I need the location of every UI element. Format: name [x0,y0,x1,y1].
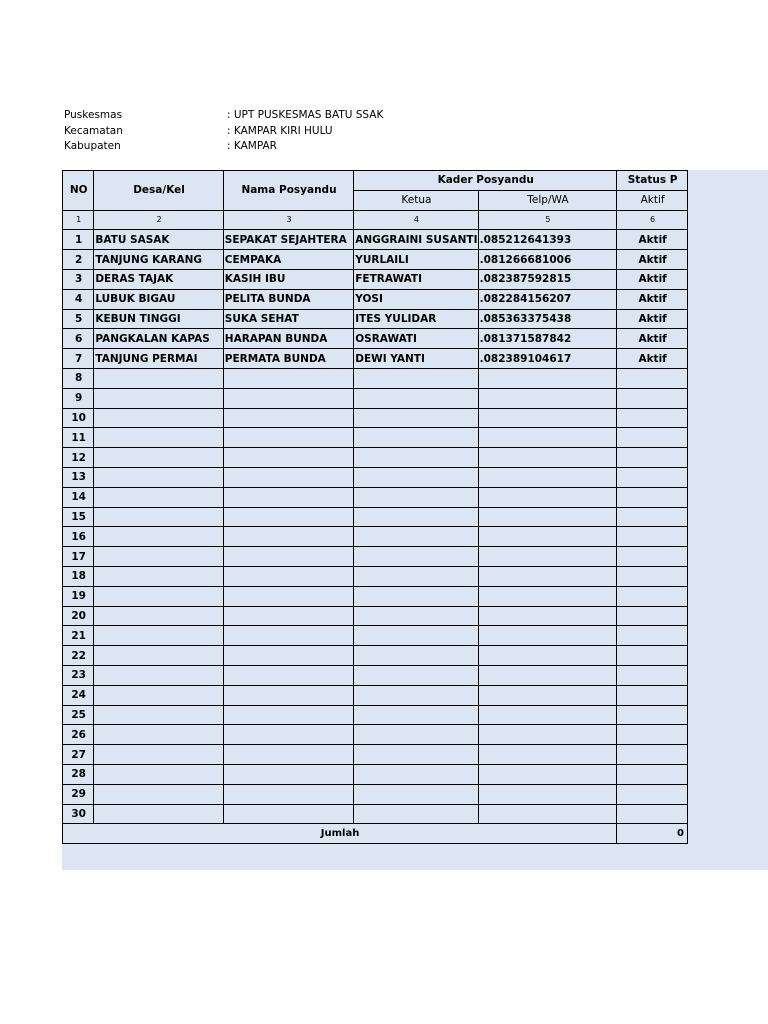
desa-cell [94,665,223,685]
header-telp: Telp/WA [478,190,617,210]
ketua-cell [354,626,478,646]
ketua-cell: ANGGRAINI SUSANTI [354,230,478,250]
desa-cell: TANJUNG KARANG [94,250,223,270]
telp-cell [478,606,617,626]
posyandu-table [62,170,688,844]
posyandu-name-cell [223,527,353,547]
status-cell [617,566,688,586]
status-cell [617,368,688,388]
telp-cell [478,725,617,745]
row-number: 18 [63,566,94,586]
ketua-cell [354,646,478,666]
meta-label: Kabupaten [64,140,121,152]
ketua-cell: OSRAWATI [354,329,478,349]
posyandu-name-cell [223,467,353,487]
table-row [63,487,688,507]
posyandu-name-cell [223,547,353,567]
desa-cell [94,408,223,428]
status-cell [617,428,688,448]
posyandu-name-cell [223,764,353,784]
row-number: 5 [63,309,94,329]
row-number: 2 [63,250,94,270]
row-number: 1 [63,230,94,250]
status-cell [617,725,688,745]
posyandu-name-cell [223,428,353,448]
row-number: 12 [63,448,94,468]
posyandu-name-cell: PELITA BUNDA [223,289,353,309]
status-cell [617,626,688,646]
status-cell [617,408,688,428]
posyandu-name-cell [223,388,353,408]
row-number: 9 [63,388,94,408]
header-kader-posyandu: Kader Posyandu [354,171,617,191]
meta-kecamatan [64,124,383,140]
status-cell [617,665,688,685]
status-cell [617,784,688,804]
telp-cell [478,745,617,765]
status-cell [617,646,688,666]
telp-cell [478,448,617,468]
ketua-cell [354,586,478,606]
row-number: 24 [63,685,94,705]
posyandu-name-cell: SEPAKAT SEJAHTERA [223,230,353,250]
status-cell [617,467,688,487]
table-row [63,230,688,250]
telp-cell [478,764,617,784]
table-row [63,467,688,487]
total-label: Jumlah [63,824,617,844]
posyandu-name-cell [223,448,353,468]
ketua-cell: DEWI YANTI [354,349,478,369]
table-row [63,329,688,349]
telp-cell [478,646,617,666]
desa-cell: TANJUNG PERMAI [94,349,223,369]
telp-cell [478,428,617,448]
row-number: 14 [63,487,94,507]
ketua-cell [354,725,478,745]
desa-cell [94,388,223,408]
ketua-cell [354,784,478,804]
row-number: 4 [63,289,94,309]
table-row [63,448,688,468]
status-cell [617,586,688,606]
status-cell: Aktif [617,269,688,289]
ketua-cell [354,388,478,408]
row-number: 27 [63,745,94,765]
posyandu-name-cell [223,705,353,725]
table-row [63,646,688,666]
desa-cell [94,626,223,646]
telp-cell [478,566,617,586]
desa-cell [94,685,223,705]
desa-cell: KEBUN TINGGI [94,309,223,329]
posyandu-name-cell [223,725,353,745]
column-index-row [63,210,688,230]
table-row [63,349,688,369]
ketua-cell: YURLAILI [354,250,478,270]
column-index: 1 [63,210,94,230]
ketua-cell [354,764,478,784]
total-value: 0 [617,824,688,844]
status-cell: Aktif [617,250,688,270]
telp-cell [478,527,617,547]
desa-cell [94,705,223,725]
spreadsheet-area [62,170,768,870]
ketua-cell: YOSI [354,289,478,309]
table-row [63,725,688,745]
row-number: 29 [63,784,94,804]
table-row [63,388,688,408]
posyandu-name-cell [223,626,353,646]
ketua-cell [354,547,478,567]
meta-value: : KAMPAR [227,140,277,152]
status-cell [617,448,688,468]
table-row [63,764,688,784]
posyandu-name-cell [223,408,353,428]
header-ketua: Ketua [354,190,478,210]
table-row [63,428,688,448]
document-meta [64,108,383,155]
posyandu-name-cell [223,606,353,626]
telp-cell [478,408,617,428]
status-cell [617,547,688,567]
header-status: Status P [617,171,688,191]
desa-cell [94,368,223,388]
posyandu-name-cell: KASIH IBU [223,269,353,289]
ketua-cell [354,606,478,626]
row-number: 7 [63,349,94,369]
posyandu-name-cell [223,646,353,666]
column-index: 3 [223,210,353,230]
status-cell: Aktif [617,349,688,369]
telp-cell [478,467,617,487]
desa-cell: DERAS TAJAK [94,269,223,289]
meta-label: Puskesmas [64,109,123,121]
table-row [63,685,688,705]
posyandu-name-cell: CEMPAKA [223,250,353,270]
table-row [63,507,688,527]
telp-cell [478,804,617,824]
telp-cell: .085212641393 [478,230,617,250]
telp-cell [478,784,617,804]
status-cell [617,685,688,705]
telp-cell: .082387592815 [478,269,617,289]
meta-label: Kecamatan [64,124,123,137]
status-cell: Aktif [617,289,688,309]
column-index: 6 [617,210,688,230]
row-number: 15 [63,507,94,527]
posyandu-name-cell: HARAPAN BUNDA [223,329,353,349]
desa-cell [94,428,223,448]
meta-puskesmas [64,108,383,124]
ketua-cell [354,527,478,547]
row-number: 22 [63,646,94,666]
desa-cell [94,448,223,468]
row-number: 25 [63,705,94,725]
header-aktif: Aktif [617,190,688,210]
row-number: 30 [63,804,94,824]
row-number: 3 [63,269,94,289]
posyandu-name-cell [223,368,353,388]
telp-cell: .081266681006 [478,250,617,270]
status-cell [617,764,688,784]
ketua-cell [354,685,478,705]
row-number: 10 [63,408,94,428]
table-row [63,547,688,567]
table-row [63,566,688,586]
posyandu-name-cell [223,665,353,685]
row-number: 26 [63,725,94,745]
telp-cell [478,507,617,527]
desa-cell: PANGKALAN KAPAS [94,329,223,349]
header-desa: Desa/Kel [94,171,223,211]
telp-cell [478,388,617,408]
table-row [63,745,688,765]
meta-value: : UPT PUSKESMAS BATU SSAK [227,109,384,121]
table-row [63,586,688,606]
row-number: 17 [63,547,94,567]
table-row [63,705,688,725]
desa-cell [94,547,223,567]
meta-value: : KAMPAR KIRI HULU [227,124,333,137]
telp-cell [478,547,617,567]
desa-cell [94,507,223,527]
row-number: 16 [63,527,94,547]
column-index: 4 [354,210,478,230]
table-row [63,606,688,626]
table-row [63,408,688,428]
desa-cell: LUBUK BIGAU [94,289,223,309]
table-row [63,804,688,824]
row-number: 28 [63,764,94,784]
desa-cell [94,804,223,824]
ketua-cell [354,467,478,487]
desa-cell [94,784,223,804]
telp-cell: .082284156207 [478,289,617,309]
status-cell: Aktif [617,329,688,349]
status-cell: Aktif [617,230,688,250]
posyandu-name-cell [223,586,353,606]
header-no: NO [63,171,94,211]
table-row [63,527,688,547]
row-number: 21 [63,626,94,646]
desa-cell [94,764,223,784]
telp-cell: .085363375438 [478,309,617,329]
status-cell [617,606,688,626]
ketua-cell [354,487,478,507]
column-index: 2 [94,210,223,230]
table-row [63,784,688,804]
ketua-cell [354,665,478,685]
posyandu-name-cell [223,685,353,705]
meta-kabupaten [64,139,383,155]
ketua-cell [354,705,478,725]
status-cell [617,487,688,507]
desa-cell [94,467,223,487]
ketua-cell [354,745,478,765]
ketua-cell [354,507,478,527]
desa-cell [94,527,223,547]
ketua-cell: FETRAWATI [354,269,478,289]
row-number: 8 [63,368,94,388]
status-cell [617,388,688,408]
status-cell [617,745,688,765]
ketua-cell [354,428,478,448]
row-number: 23 [63,665,94,685]
ketua-cell: ITES YULIDAR [354,309,478,329]
status-cell [617,705,688,725]
posyandu-name-cell [223,487,353,507]
telp-cell [478,626,617,646]
status-cell [617,507,688,527]
telp-cell [478,705,617,725]
telp-cell: .081371587842 [478,329,617,349]
posyandu-name-cell [223,784,353,804]
status-cell [617,527,688,547]
ketua-cell [354,368,478,388]
telp-cell [478,368,617,388]
desa-cell: BATU SASAK [94,230,223,250]
posyandu-name-cell: SUKA SEHAT [223,309,353,329]
status-cell [617,804,688,824]
telp-cell [478,665,617,685]
telp-cell [478,487,617,507]
row-number: 20 [63,606,94,626]
status-cell: Aktif [617,309,688,329]
table-row [63,269,688,289]
ketua-cell [354,408,478,428]
table-row [63,250,688,270]
ketua-cell [354,566,478,586]
row-number: 19 [63,586,94,606]
desa-cell [94,725,223,745]
posyandu-name-cell [223,566,353,586]
desa-cell [94,566,223,586]
desa-cell [94,487,223,507]
total-row [63,824,688,844]
ketua-cell [354,448,478,468]
header-nama-posyandu: Nama Posyandu [223,171,353,211]
desa-cell [94,646,223,666]
table-row [63,309,688,329]
telp-cell [478,586,617,606]
telp-cell [478,685,617,705]
row-number: 13 [63,467,94,487]
posyandu-name-cell [223,507,353,527]
table-row [63,626,688,646]
posyandu-name-cell: PERMATA BUNDA [223,349,353,369]
header-row [63,171,688,191]
ketua-cell [354,804,478,824]
table-row [63,665,688,685]
row-number: 11 [63,428,94,448]
desa-cell [94,586,223,606]
desa-cell [94,606,223,626]
column-index: 5 [478,210,617,230]
desa-cell [94,745,223,765]
table-row [63,289,688,309]
table-row [63,368,688,388]
row-number: 6 [63,329,94,349]
telp-cell: .082389104617 [478,349,617,369]
posyandu-name-cell [223,804,353,824]
posyandu-name-cell [223,745,353,765]
